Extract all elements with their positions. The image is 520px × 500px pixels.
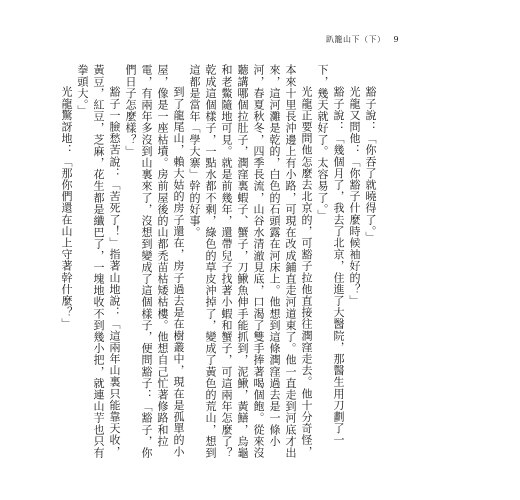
paragraph: 光龍驚訝地：「那你們還在山上守著幹什麼？」	[60, 86, 73, 330]
paragraph: 到了龍尾山，賴大姑的房子還在，房子過去是在樹叢中，現在是孤單的小屋，像是一座枯墳。房前屋後的山都禿苗枯矮枯樓。他想自己忙著修路和拉電，有兩年多沒到山裏來了，沒想到變成了這個樣子，便問豁子：「豁子，你們日子怎麼樣？」	[124, 64, 185, 459]
paragraph: 豁子說：「幾個月了，我去了北京，住進了大醫院，那醫生用刀劃了一下，幾天就好了。太容易了。」	[316, 64, 345, 446]
body-text	[60, 64, 378, 466]
chapter-title: 趴籠山下（下）	[326, 35, 386, 44]
paragraph: 光龍又問他：「你豁子什麼時候袖好的？」	[348, 86, 361, 307]
paragraph: 光龍正要問他怎麼去北京的，可豁子拉他直接往潤窪走去。他十分奇怪，本來十里長沖邊上有小路，可現在改成鋪直走河道東了。他一直走到河底才出來，這河灘是乾的，白色的石頭露在河床上。他想到這條潤窪過去是一條小河，春夏秋冬，四季長流，山谷水清澈見底，口渴了雙手捧著喝個飽。從來沒聽講哪個拉肚子，潤窪裏蝦子、蟹子，刀鰍魚伸手能抓到，泥鰍，黃鱔，烏龜和老鱉隨地可見。就是前幾年，還帶兒子找著小蝦和蟹子，可這兩年怎麼了？乾成這個樣子，一點水都不剩，綠色的草皮沖掉了，變成了黃色的荒山，想到這都是當年「學大寨」幹的好事。	[188, 64, 313, 459]
paragraph: 豁子一臉愁苦說：「苦死了！」指著山地說：「這兩年山裏只能靠天收，黃豆，紅豆，芝麻，花生都是纖巴了，一塊地收不到幾小把，就連山芋也只有拳頭大。」	[76, 64, 121, 459]
paragraph: 豁子說：「你吞了就曉得了。」	[364, 86, 377, 243]
page-number: 9	[393, 35, 400, 44]
running-header	[326, 34, 399, 45]
